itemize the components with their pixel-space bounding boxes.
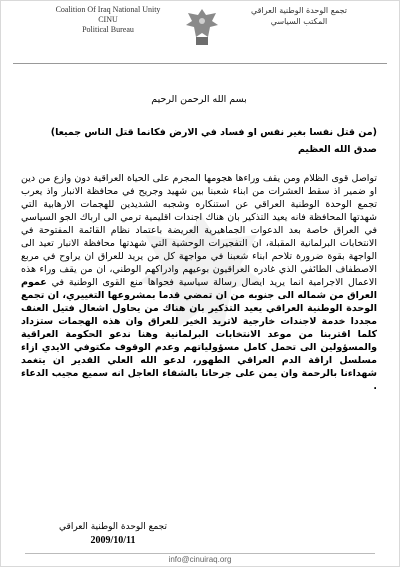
header-divider (13, 63, 387, 64)
bureau-arabic: المكتب السياسي (270, 17, 328, 26)
letterhead (1, 1, 399, 73)
eagle-emblem-icon (184, 5, 220, 49)
letter-body (21, 93, 377, 393)
statement-text-bold: عموم العراق من شماله الى جنوبه من ان تمضي قدما بمشروعها التغييري، ان تجمع الوحدة الوطنية العراقي يعيد التذكير بان هناك من يحاول اشعال فتيل العنف مجددا خدمة لاجندات خارجية لاتريد الخير للعراق وان هذه الهجمات ستزداد كلما اقتربنا من موعد الانتخابات البرلمانية وهنا ندعو الحكومة العراقية والمسؤولين الى تحمل كامل مسؤولياتهم وعدم الوقوف مكتوفي الايدي ازاء مسلسل اراقة الدم العراقي الطهور، لدعو الله العلي القدير ان يتغمد شهداءنا بالرحمة وان يمن على جرحانا بالشفاء العاجل انه سميع مجيب الدعاء . (21, 277, 377, 392)
statement-paragraph (21, 172, 377, 393)
letterhead-arabic (229, 5, 369, 27)
letter-date: 2009/10/11 (90, 535, 136, 546)
contact-email[interactable]: info@cinuiraq.org (168, 555, 232, 564)
org-name-english: Coalition Of Iraq National Unity (55, 5, 161, 14)
verse-closing: صدق الله العظيم (297, 144, 377, 155)
statement-text: تواصل قوى الظلام ومن يقف وراءها هجومها المجرم على الحياة العراقية دون وازع من دين او ضمير اذ سقط العشرات من ابناء شعبنا بين شهيد وجريح في محافظة الانبار واذ يعرب تجمع الوحدة الوطنية العراقي عن استنكاره وشجبه الشديدين للهجمات الارهابية التي شهدتها المحافظة فانه يعيد التذكير بان هناك اجندات اقليمية ترمي الى ارباك الجو السياسي في العراق خاصة بعد الدعوات الجماهيرية العريضة باعتماد نظام القائمة المفتوحة في الانتخابات البرلمانية المقبلة، ان التفجيرات الوحشية التي شهدتها محافظة الانبار تعيد الى الواجهة بقوة ضرورة تلاحم ابناء شعبنا في مواجهة كل من يريد للعراق ان يراوح في مربع الاصطفاف الطائفي الذي غادره العراقيون بوعيهم وادراكهم الوطني، ان من يقف وراء هذه الاعمال الاجرامية انما يريد ايصال رسالة سياسية فحواها منع القوى الوطنية في (21, 173, 377, 288)
footer-divider (25, 553, 375, 554)
basmala: بسم الله الرحمن الرحيم (151, 94, 247, 105)
org-name-arabic: تجمع الوحدة الوطنية العراقي (251, 6, 347, 15)
quran-verse: (من قتل نفسا بغير نفس او فساد في الارض فكانما قتل الناس جميعا) (50, 127, 377, 138)
bureau-english: Political Bureau (82, 25, 134, 34)
letterhead-english (43, 5, 173, 35)
signature-block (43, 521, 183, 547)
signatory-name: تجمع الوحدة الوطنية العراقي (59, 522, 167, 532)
org-acronym: CINU (98, 15, 118, 24)
